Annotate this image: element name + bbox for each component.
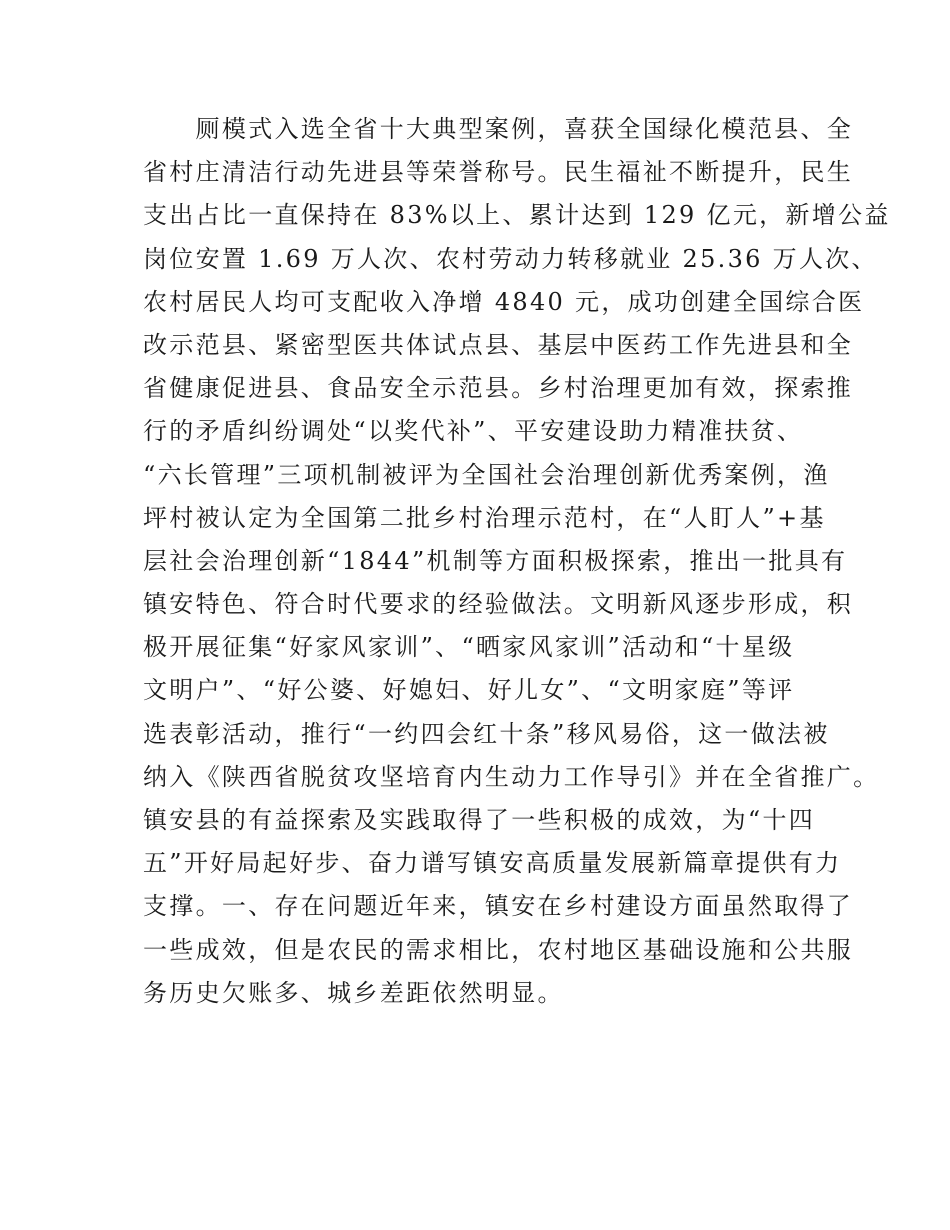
text-line: 务历史欠账多、城乡差距依然明显。 xyxy=(143,978,564,1007)
text-line: 极开展征集“好家风家训”、“晒家风家训”活动和“十星级 xyxy=(143,633,795,662)
body-paragraph xyxy=(143,108,891,1015)
text-line: 文明户”、“好公婆、好媳妇、好儿女”、“文明家庭”等评 xyxy=(143,676,795,705)
text-line: 省健康促进县、食品安全示范县。乡村治理更加有效，探索推 xyxy=(143,374,854,403)
text-line: 行的矛盾纠纷调处“以奖代补”、平安建设助力精准扶贫、 xyxy=(143,417,804,446)
text-line: 支撑。一、存在问题近年来，镇安在乡村建设方面虽然取得了 xyxy=(143,892,854,921)
text-line: 选表彰活动，推行“一约四会红十条”移风易俗，这一做法被 xyxy=(143,719,830,748)
text-line: 农村居民人均可支配收入净增 4840 元，成功创建全国综合医 xyxy=(143,287,865,316)
text-line: 厕模式入选全省十大典型案例，喜获全国绿化模范县、全 xyxy=(143,115,854,143)
text-line: 纳入《陕西省脱贫攻坚培育内生动力工作导引》并在全省推广。 xyxy=(143,762,880,791)
text-line: 五”开好局起好步、奋力谱写镇安高质量发展新篇章提供有力 xyxy=(143,849,842,878)
text-line: 镇安特色、符合时代要求的经验做法。文明新风逐步形成，积 xyxy=(143,590,854,619)
text-line: 支出占比一直保持在 83%以上、累计达到 129 亿元，新增公益 xyxy=(143,201,891,230)
text-line: 层社会治理创新“1844”机制等方面积极探索，推出一批具有 xyxy=(143,546,848,575)
text-line: 省村庄清洁行动先进县等荣誉称号。民生福祉不断提升，民生 xyxy=(143,158,854,187)
text-line: 一些成效，但是农民的需求相比，农村地区基础设施和公共服 xyxy=(143,935,854,964)
text-line: 岗位安置 1.69 万人次、农村劳动力转移就业 25.36 万人次、 xyxy=(143,244,878,273)
text-line: 镇安县的有益探索及实践取得了一些积极的成效，为“十四 xyxy=(143,806,816,834)
text-line: 改示范县、紧密型医共体试点县、基层中医药工作先进县和全 xyxy=(143,330,854,359)
text-line: “六长管理”三项机制被评为全国社会治理创新优秀案例，渔 xyxy=(143,460,830,489)
text-line: 坪村被认定为全国第二批乡村治理示范村，在“人盯人”+基 xyxy=(143,503,826,532)
